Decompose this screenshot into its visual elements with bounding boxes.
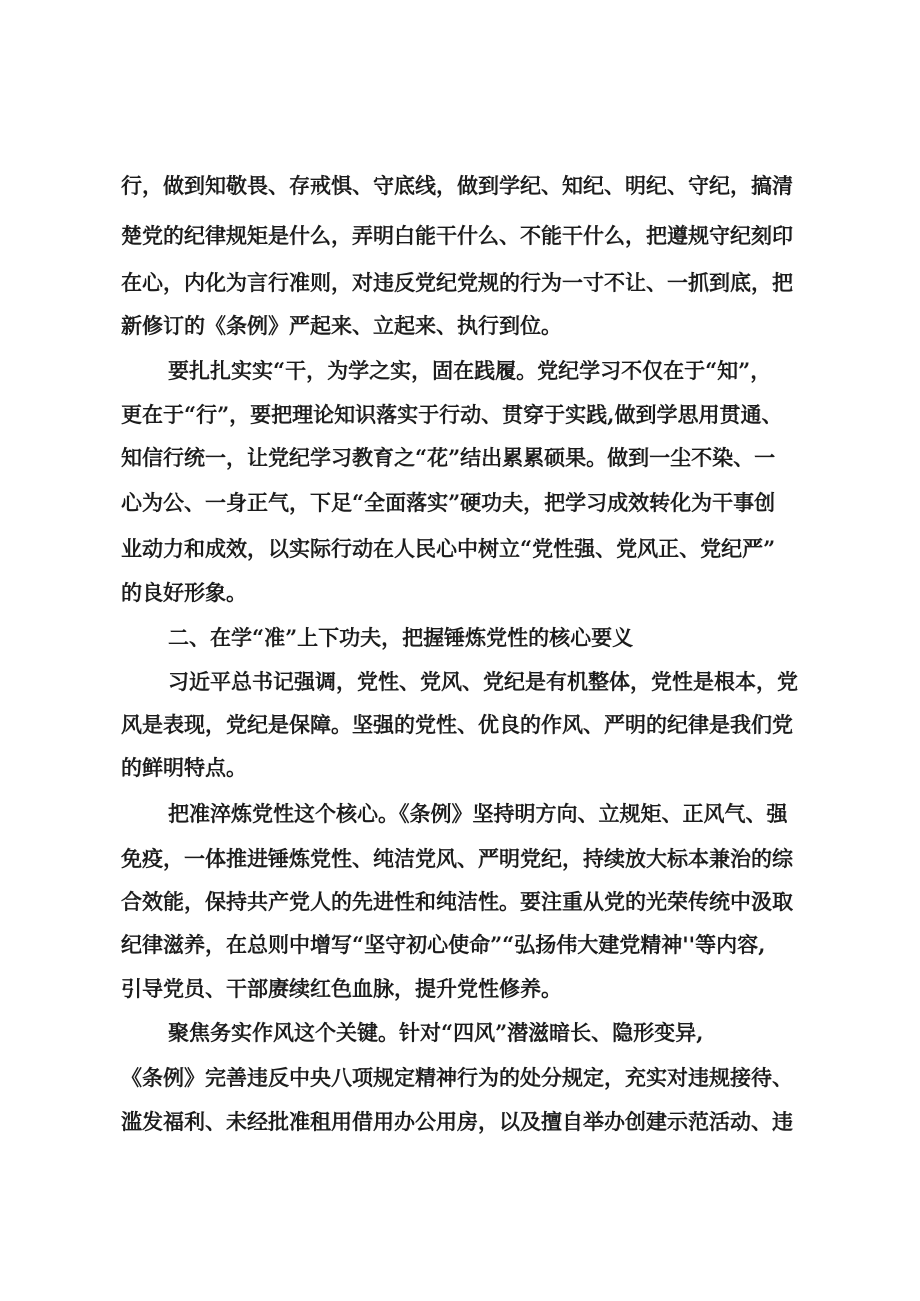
text-line: 风是表现，党纪是保障。坚强的党性、优良的作风、严明的纪律是我们党 bbox=[121, 712, 793, 737]
text-line: 知信行统一，让党纪学习教育之“花”结出累累硕果。做到一尘不染、一 bbox=[121, 445, 776, 470]
text-line: 新修订的《条例》严起来、立起来、执行到位。 bbox=[121, 313, 562, 338]
text-line: 心为公、一身正气，下足“全面落实”硬功夫，把学习成效转化为干事创 bbox=[121, 490, 776, 515]
text-line: 免疫，一体推进锤炼党性、纯洁党风、严明党纪，持续放大标本兼治的综 bbox=[121, 846, 793, 871]
text-line: 把准淬炼党性这个核心。《条例》坚持明方向、立规矩、正风气、强 bbox=[168, 801, 788, 826]
text-line: 合效能，保持共产党人的先进性和纯洁性。要注重从党的光荣传统中汲取 bbox=[121, 889, 793, 914]
text-line: 楚党的纪律规矩是什么，弄明白能干什么、不能干什么，把遵规守纪刻印 bbox=[121, 223, 793, 248]
text-line: 的良好形象。 bbox=[121, 580, 247, 605]
text-line: 行，做到知敬畏、存戒惧、守底线，做到学纪、知纪、明纪、守纪，搞清 bbox=[121, 173, 793, 198]
text-line: 滥发福利、未经批准租用借用办公用房，以及擅自举办创建示范活动、违 bbox=[121, 1109, 793, 1134]
text-line: 聚焦务实作风这个关键。针对“四风”潜滋暗长、隐形变异, bbox=[168, 1020, 704, 1045]
section-heading: 二、在学“准”上下功夫，把握锤炼党性的核心要义 bbox=[168, 625, 634, 650]
text-line: 纪律滋养，在总则中增写“坚守初心使命”“弘扬伟大建党精神''等内容, bbox=[121, 932, 766, 957]
text-line: 要扎扎实实“干，为学之实，固在践履。党纪学习不仅在于“知”， bbox=[168, 358, 772, 383]
text-line: 《条例》完善违反中央八项规定精神行为的处分规定，充实对违规接待、 bbox=[121, 1065, 793, 1090]
text-line: 在心，内化为言行准则，对违反党纪党规的行为一寸不让、一抓到底，把 bbox=[121, 270, 793, 295]
text-line: 更在于“行”，要把理论知识落实于行动、贯穿于实践,做到学思用贯通、 bbox=[121, 402, 783, 427]
text-line: 业动力和成效，以实际行动在人民心中树立“党性强、党风正、党纪严” bbox=[121, 536, 776, 561]
text-line: 的鲜明特点。 bbox=[121, 755, 247, 780]
text-line: 习近平总书记强调，党性、党风、党纪是有机整体，党性是根本，党 bbox=[168, 669, 798, 694]
text-line: 引导党员、干部赓续红色血脉，提升党性修养。 bbox=[121, 976, 562, 1001]
